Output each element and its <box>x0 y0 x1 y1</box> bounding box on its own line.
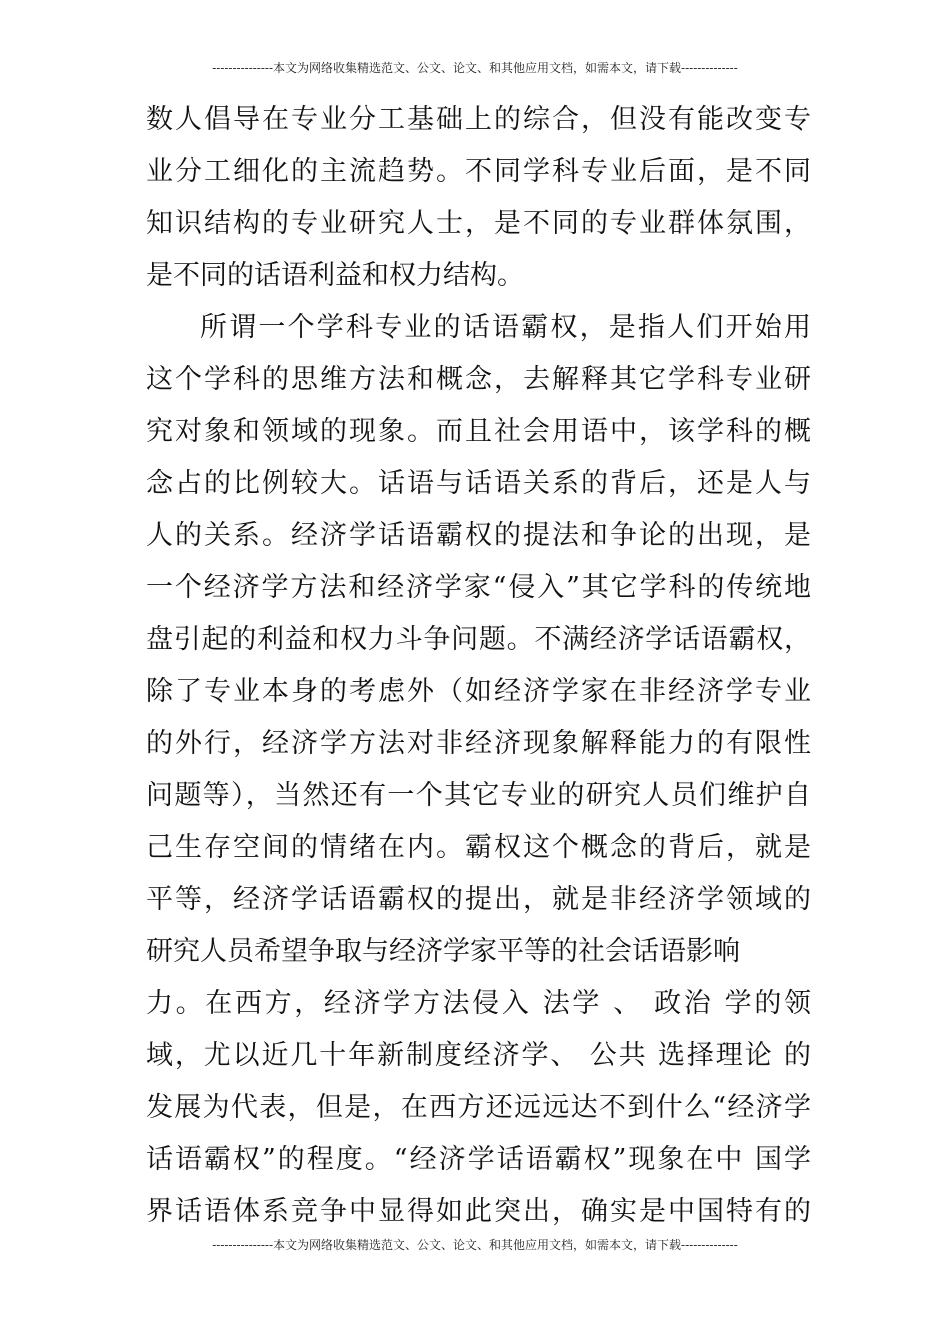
text-line: 数人倡导在专业分工基础上的综合，但没有能改变专 <box>146 104 811 135</box>
text-line: 域，尤以近几十年新制度经济学、 公共 选择理论 的 <box>146 1040 811 1071</box>
paragraph-2 <box>146 302 811 1238</box>
text-line: 界话语体系竞争中显得如此突出，确实是中国特有的 <box>146 1196 811 1227</box>
text-line: 发展为代表，但是，在西方还远远达不到什么“经济学 <box>146 1092 811 1123</box>
text-line: 除了专业本身的考虑外（如经济学家在非经济学专业 <box>146 676 811 707</box>
text-line: 的外行，经济学方法对非经济现象解释能力的有限性 <box>146 728 811 759</box>
text-line: 知识结构的专业研究人士，是不同的专业群体氛围， <box>146 208 811 239</box>
text-line: 念占的比例较大。话语与话语关系的背后，还是人与 <box>146 468 811 499</box>
text-line: 己生存空间的情绪在内。霸权这个概念的背后，就是 <box>146 832 811 863</box>
text-line: 盘引起的利益和权力斗争问题。不满经济学话语霸权， <box>146 624 811 655</box>
document-body <box>146 94 811 1238</box>
text-line: 一个经济学方法和经济学家“侵入”其它学科的传统地 <box>146 572 811 603</box>
text-line: 话语霸权”的程度。“经济学话语霸权”现象在中 国学 <box>146 1144 811 1175</box>
text-line: 问题等），当然还有一个其它专业的研究人员们维护自 <box>146 780 811 811</box>
text-line: 研究人员希望争取与经济学家平等的社会话语影响 <box>146 936 740 967</box>
text-line: 是不同的话语利益和权力结构。 <box>146 260 524 291</box>
text-line: 这个学科的思维方法和概念，去解释其它学科专业研 <box>146 364 811 395</box>
text-line: 业分工细化的主流趋势。不同学科专业后面，是不同 <box>146 156 811 187</box>
text-line: 平等，经济学话语霸权的提出，就是非经济学领域的 <box>146 884 811 915</box>
paragraph-1 <box>146 94 811 302</box>
footer-note: ---------------本文为网络收集精选范文、公文、论文、和其他应用文档，如需本文，请下载-------------- <box>212 1238 738 1252</box>
header-note: ---------------本文为网络收集精选范文、公文、论文、和其他应用文档，如需本文，请下载-------------- <box>212 61 738 75</box>
text-line: 究对象和领域的现象。而且社会用语中，该学科的概 <box>146 416 811 447</box>
text-line: 所谓一个学科专业的话语霸权，是指人们开始用 <box>200 312 811 343</box>
text-line: 人的关系。经济学话语霸权的提法和争论的出现，是 <box>146 520 811 551</box>
text-line: 力。在西方，经济学方法侵入 法学 、 政治 学的领 <box>146 988 811 1019</box>
